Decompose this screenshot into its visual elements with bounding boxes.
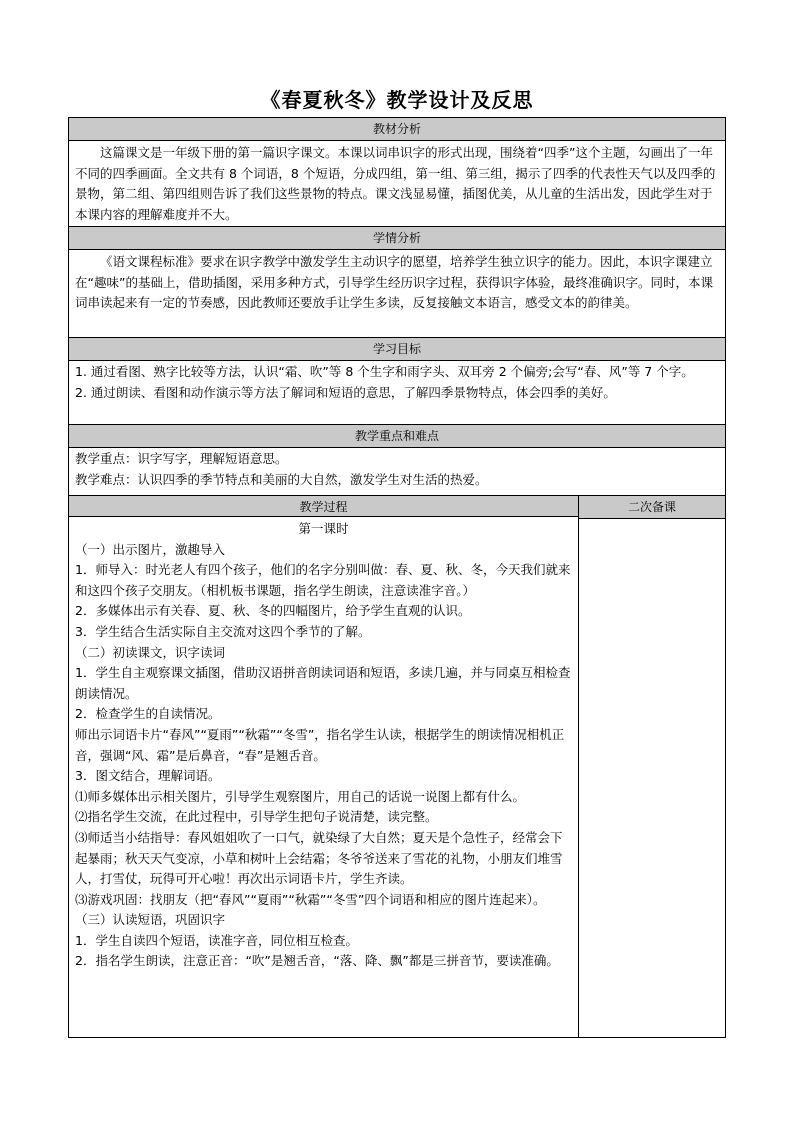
- process-line: 3．图文结合，理解词语。: [75, 768, 221, 784]
- section-header-learner: 学情分析: [69, 226, 725, 250]
- process-line: ⑴师多媒体出示相关图片，引导学生观察图片，用自己的话说一说图上都有什么。: [75, 788, 526, 804]
- process-line: 师出示词语卡片“春风”“夏雨”“秋霜”“冬雪”，指名学生认读，根据学生的朗读情况相机正音，强调“风、霜”是后鼻音，“春”是翘舌音。: [75, 726, 565, 763]
- goal-item: 1. 通过看图、熟字比较等方法，认识“霜、吹”等 8 个生字和雨字头、双耳旁 2 个偏旁;会写“春、风”等 7 个字。: [75, 364, 694, 379]
- learner-analysis-body: [69, 250, 725, 336]
- section-header-process: 教学过程: [69, 495, 579, 517]
- section-header-goals: 学习目标: [69, 337, 725, 361]
- process-line: 2．指名学生朗读，注意正音：“吹”是翘舌音，“落、降、飘”都是三拼音节，要读准确。: [75, 953, 559, 969]
- lesson-plan-table: [68, 117, 726, 1038]
- process-line: 2．检查学生的自读情况。: [75, 706, 221, 722]
- lesson-period-title: 第一课时: [298, 521, 349, 536]
- process-line: ⑵指名学生交流，在此过程中，引导学生把句子说清楚，读完整。: [75, 809, 438, 825]
- process-line: 1．学生自主观察课文插图，借助汉语拼音朗读词语和短语，多读几遍，并与同桌互相检查朗读情况。: [75, 665, 571, 701]
- textbook-analysis-text: 这篇课文是一年级下册的第一篇识字课文。本课以词串识字的形式出现，围绕着“四季”这个主题，勾画出了一年不同的四季画面。全文共有 8 个词语，8 个短语，分成四组，第一组、第三组，揭示了四季的代表性天气以及四季的景物，第二组、第四组则告诉了我们这些景物的特点。课文浅显易懂，插图优美，从儿童的生活出发，因此学生对于本课内容的理解难度并不大。: [75, 145, 716, 222]
- page-title: 《春夏秋冬》教学设计及反思: [260, 88, 534, 112]
- process-line: 3．学生结合生活实际自主交流对这四个季节的了解。: [75, 623, 371, 639]
- process-line: 1．学生自读四个短语，读准字音，同位相互检查。: [75, 932, 358, 948]
- teaching-process-column: [69, 517, 579, 1037]
- focus-body: [69, 448, 725, 494]
- goal-item: 2. 通过朗读、看图和动作演示等方法了解词和短语的意思，了解四季景物特点，体会四季的美好。: [75, 384, 616, 400]
- process-line: （一）出示图片，激趣导入: [75, 541, 226, 557]
- process-line: ⑶游戏巩固：找朋友（把“春风”“夏雨”“秋霜”“冬雪”四个词语和相应的图片连起来）。: [75, 891, 546, 907]
- learner-analysis-text: 《语文课程标准》要求在识字教学中激发学生主动识字的愿望，培养学生独立识字的能力。因此，本识字课建立在“趣味”的基础上，借助插图，采用多种方式，引导学生经历识字过程，获得识字体验，最终准确识字。同时，本课词串读起来有一定的节奏感，因此教师还要放手让学生多读，反复接触文本语言，感受文本的韵律美。: [75, 254, 713, 310]
- section-header-focus: 教学重点和难点: [69, 424, 725, 448]
- teaching-difficulty: 教学难点：认识四季的季节特点和美丽的大自然，激发学生对生活的热爱。: [75, 471, 488, 487]
- process-line: ⑶师适当小结指导：春风姐姐吹了一口气，就染绿了大自然；夏天是个急性子，经常会下起暴雨；秋天天气变凉，小草和树叶上会结霜；冬爷爷送来了雪花的礼物，小朋友们堆雪人，打雪仗，玩得可开心啦！再次出示词语卡片，学生齐读。: [75, 829, 563, 887]
- process-line: （二）初读课文，识字读词: [75, 644, 226, 660]
- teaching-key-point: 教学重点：识字写字，理解短语意思。: [75, 451, 288, 466]
- goals-body: [69, 361, 725, 423]
- process-line: （三）认读短语，巩固识字: [75, 912, 226, 928]
- teaching-process-body: [69, 519, 578, 972]
- section-header-textbook: 教材分析: [69, 118, 725, 141]
- process-line: 1．师导入：时光老人有四个孩子，他们的名字分别叫做：春、夏、秋、冬，今天我们就来和这四个孩子交朋友。（相机板书课题，指名学生朗读，注意读准字音。）: [75, 562, 571, 598]
- textbook-analysis-body: [69, 141, 725, 227]
- second-prep-column: [579, 517, 725, 1037]
- section-header-second-prep: 二次备课: [579, 495, 725, 519]
- process-line: 2．多媒体出示有关春、夏、秋、冬的四幅图片，给予学生直观的认识。: [75, 603, 471, 619]
